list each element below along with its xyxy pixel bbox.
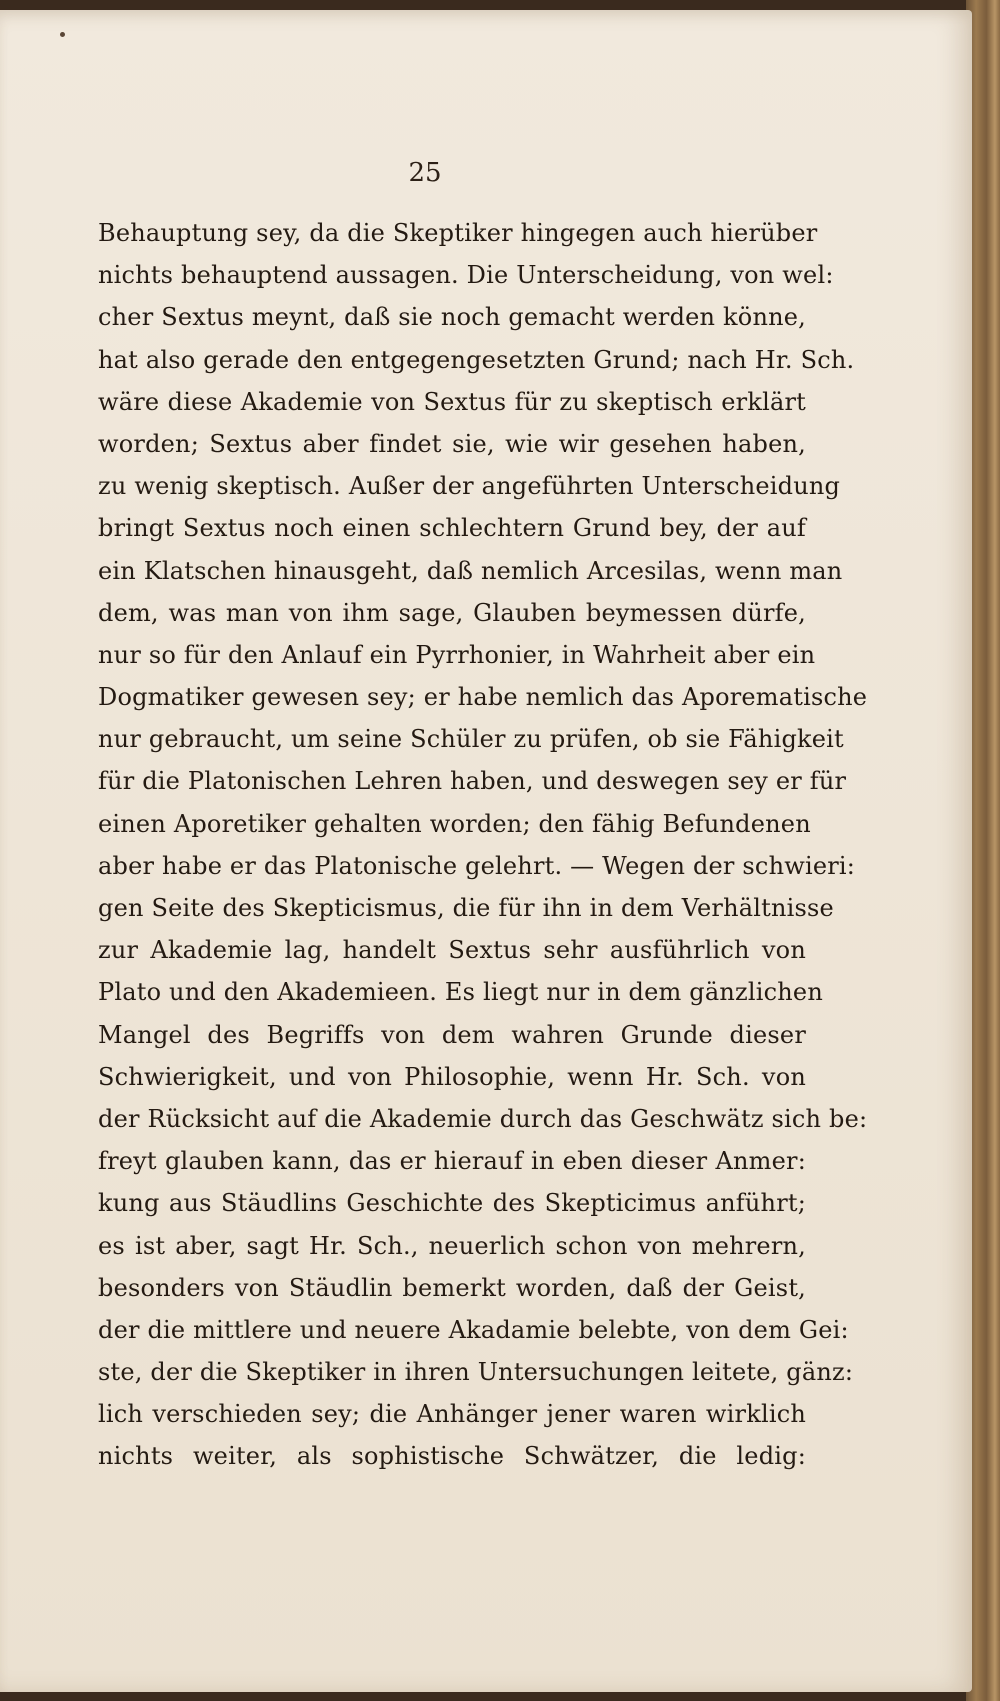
text-line: Dogmatiker gewesen sey; er habe nemlich das Aporematische [98, 683, 868, 712]
text-line: nur gebraucht, um seine Schüler zu prüfen, ob sie Fähigkeit [98, 725, 844, 754]
text-line: cher Sextus meynt, daß sie noch gemacht werden könne, [98, 303, 806, 332]
text-line: Schwierigkeit, und von Philosophie, wenn Hr. Sch. von [98, 1062, 806, 1091]
text-line: einen Aporetiker gehalten worden; den fähig Befundenen [98, 809, 811, 838]
book-page [0, 10, 972, 1692]
text-line: bringt Sextus noch einen schlechtern Grund bey, der auf [98, 514, 806, 543]
text-line: für die Platonischen Lehren haben, und deswegen sey er für [98, 767, 847, 796]
text-line: der die mittlere und neuere Akadamie belebte, von dem Gei: [98, 1315, 849, 1344]
text-line: lich verschieden sey; die Anhänger jener waren wirklich [98, 1400, 806, 1429]
text-line: ein Klatschen hinausgeht, daß nemlich Arcesilas, wenn man [98, 556, 843, 585]
text-line: aber habe er das Platonische gelehrt. — Wegen der schwieri: [98, 851, 856, 880]
text-line: besonders von Stäudlin bemerkt worden, daß der Geist, [98, 1273, 806, 1302]
ink-speck [60, 32, 65, 37]
text-line: ste, der die Skeptiker in ihren Untersuchungen leitete, gänz: [98, 1358, 854, 1387]
text-line: nichts weiter, als sophistische Schwätzer, die ledig: [98, 1442, 806, 1471]
text-line: kung aus Stäudlins Geschichte des Skepticimus anführt; [98, 1189, 806, 1218]
text-line: gen Seite des Skepticismus, die für ihn in dem Verhältnisse [98, 894, 834, 922]
text-line: hat also gerade den entgegengesetzten Grund; nach Hr. Sch. [98, 345, 855, 374]
text-line: worden; Sextus aber findet sie, wie wir gesehen haben, [98, 429, 806, 458]
text-line: es ist aber, sagt Hr. Sch., neuerlich schon von mehrern, [98, 1231, 806, 1260]
body-text [98, 212, 868, 1478]
text-line: der Rücksicht auf die Akademie durch das Geschwätz sich be: [98, 1104, 868, 1133]
text-line: Behauptung sey, da die Skeptiker hingegen auch hierüber [98, 219, 818, 247]
text-line: wäre diese Akademie von Sextus für zu skeptisch erklärt [98, 387, 806, 416]
text-line: nur so für den Anlauf ein Pyrrhonier, in Wahrheit aber ein [98, 640, 816, 669]
text-line: zu wenig skeptisch. Außer der angeführten Unterscheidung [98, 472, 841, 501]
text-line: Mangel des Begriffs von dem wahren Grunde dieser [98, 1020, 806, 1049]
page-number: 25 [408, 158, 442, 188]
text-line: zur Akademie lag, handelt Sextus sehr ausführlich von [98, 936, 806, 965]
text-line: dem, was man von ihm sage, Glauben beymessen dürfe, [98, 598, 806, 627]
text-line: Plato und den Akademieen. Es liegt nur in dem gänzlichen [98, 978, 823, 1007]
text-line: freyt glauben kann, das er hierauf in eben dieser Anmer: [98, 1147, 806, 1176]
text-line: nichts behauptend aussagen. Die Unterscheidung, von wel: [98, 261, 834, 290]
